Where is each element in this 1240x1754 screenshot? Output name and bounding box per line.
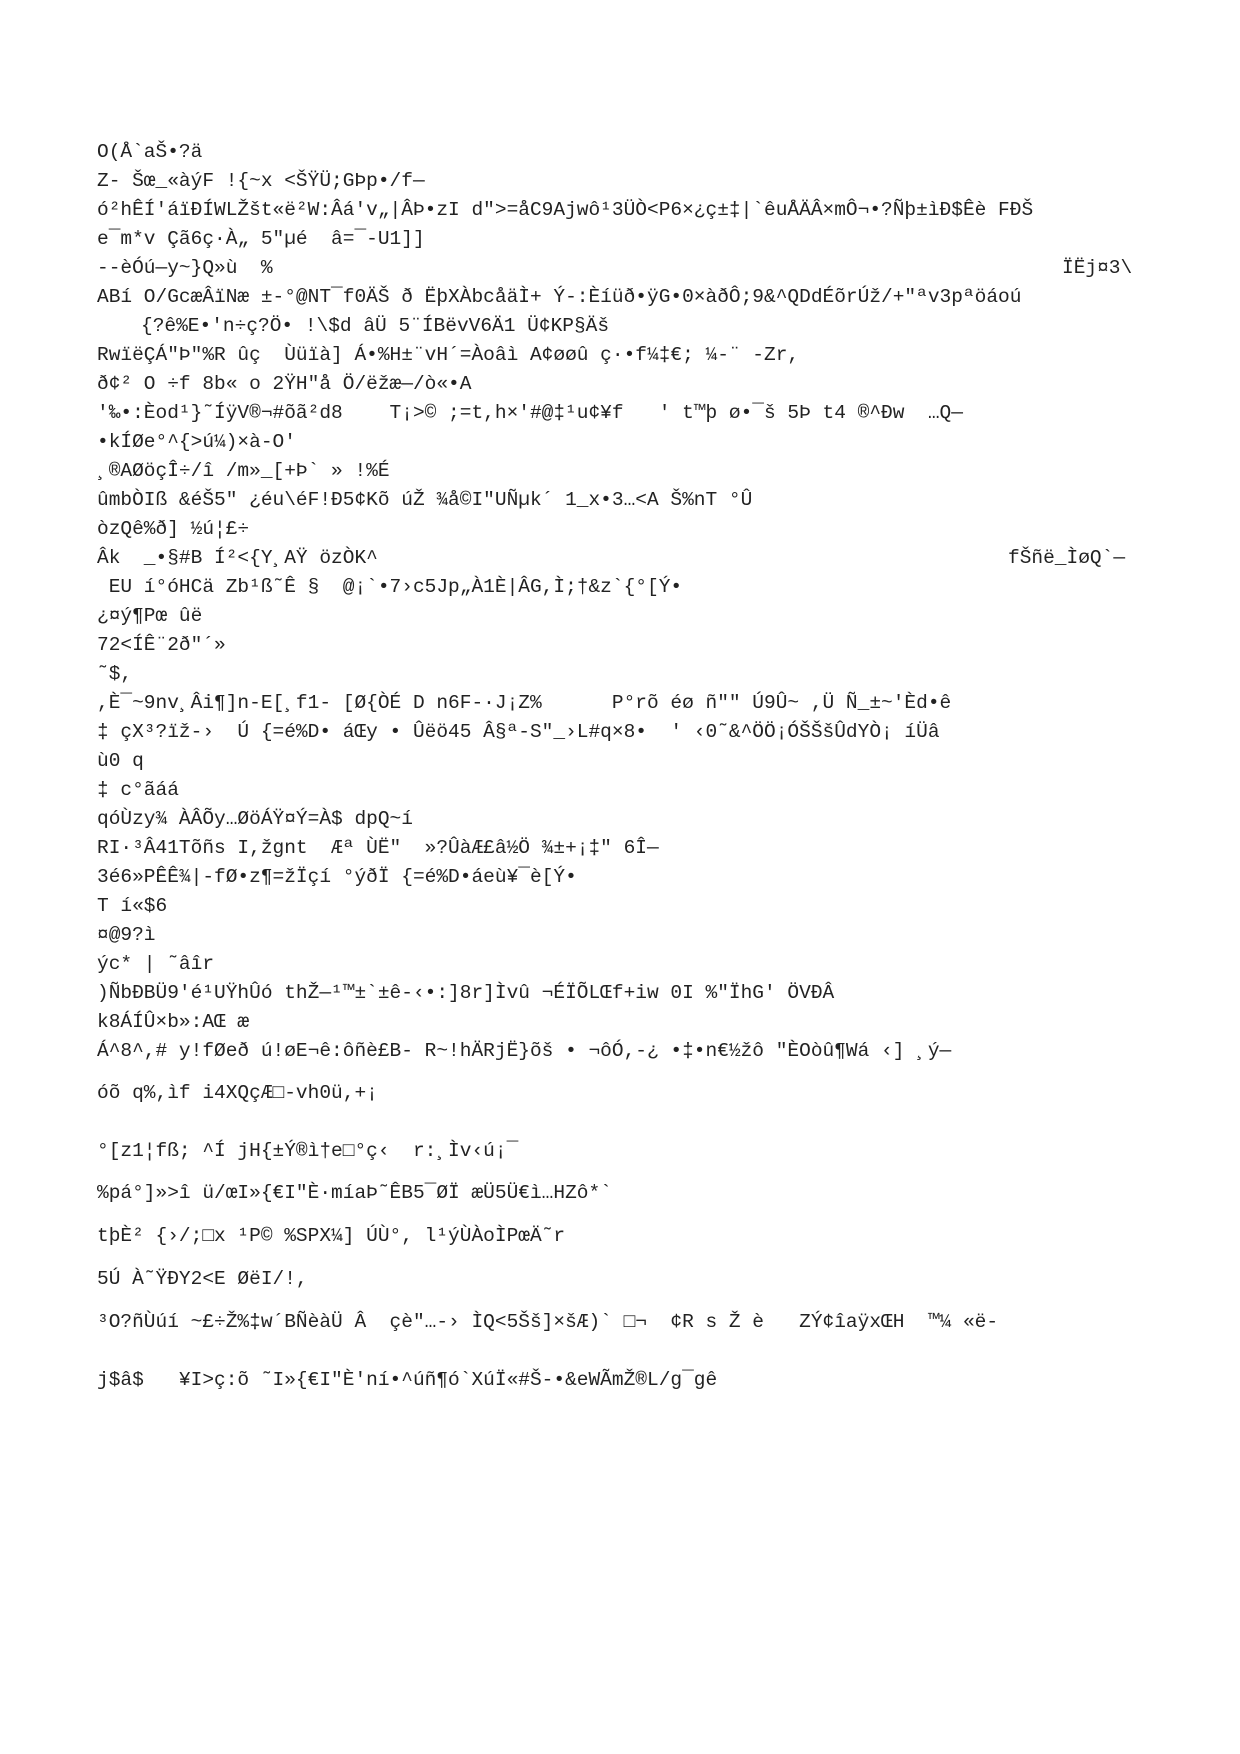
text-line: ‡ çX³?ïž-› Ú {=é%D• áŒy • Ûëö45 Â§ª-S"_›L#q×8• ' ‹0˜&^ÖÖ¡ÓŠŠšÛdYÒ¡ íÜâ [97, 721, 940, 743]
text-line: •kÍØe°^{>ú¼)×à-O' [97, 431, 296, 453]
text-line: qóÙzy¾ ÀÂÕy…ØöÁŸ¤Ý=À$ dpQ~í [97, 808, 413, 830]
text-line: ³O?ñÙúí ~£÷Ž%‡w´BÑèàÜ Â çè"…-› ÌQ<5Šš]×šÆ)` □¬ ¢R s Ž è ZÝ¢îaÿxŒH ™¼ «ë- [97, 1311, 999, 1333]
text-line: T í«$6 [97, 895, 168, 917]
text-line: EU í°óHCä Zb¹ß˜Ê § @¡`•7›c5Jp„À1È|ÂG,Ì;†&z`{°[Ý• [97, 576, 683, 598]
text-line: ó²hÊÍ'áïÐÍWLŽšt«ë²W:Âá'v„|ÂÞ•zI d">=åC9Ajwô¹3ÜÒ<P6×¿ç±‡|`êuÅÄÂ×mÔ¬•?Ñþ±ìÐ$Êè FÐŠ [97, 199, 1034, 221]
text-line: Z- Šœ_«àýF !{~x <ŠŸÜ;GÞp•/f— [97, 170, 425, 192]
text-line: ¸®AØöçÎ÷/î /m»_[+Þ` » !%É [97, 460, 390, 482]
text-line: '‰•:Èod¹}˜ÍÿV®¬#õã²d8 T¡>© ;=t,h×'#@‡¹u¢¥f ' t™þ ø•¯š 5Þ t4 ®^Ðw …Q— [97, 402, 963, 424]
text-line: ABí O/GcæÂïNæ ±-°@NT¯f0ÄŠ ð ËþXÀbcåäÌ+ Ý-:Èíüð•ÿG•0×àðÔ;9&^QDdÉõrÚž/+"ªv3pªöáoú [97, 286, 1022, 308]
text-line: ù0 q [97, 750, 144, 772]
text-line: Á^8^,# y!fØeð ú!øE¬ê:ôñè£B- R~!hÄRjË}õš • ¬ôÓ,-¿ •‡•n€½žô "ÈOòû¶Wá ‹] ¸ý— [97, 1040, 952, 1062]
text-line: óõ q%,ìf i4XQçÆ□-vh0ü,+¡ [97, 1082, 378, 1104]
text-fragment: fŠñë_ÌøQ`— [1008, 547, 1126, 569]
text-line: RI·³Â41Tõñs I,žgnt Æª ÙË" »?ÛàÆ£â½Ö ¾±+¡‡" 6Î— [97, 837, 659, 859]
text-line: ,È¯~9nv¸Âi¶]n-E[¸f1- [Ø{ÒÉ D n6F-·J¡Z% P°rõ éø ñ"" Ú9Û~ ,Ü Ñ_±~'Èd•ê [97, 692, 952, 714]
text-line: k8ÁÍÛ×b»:AŒ æ [97, 1011, 250, 1033]
text-line: tþÈ² {›/;□x ¹P© %SPX¼] ÚÙ°, l¹ýÙÀoÌPœÄ˜r [97, 1225, 566, 1247]
text-line: ‡ c°ãáá [97, 779, 179, 801]
text-line: 5Ú À˜ŸÐY2<E ØëI/!, [97, 1268, 308, 1290]
text-line: 3é6»PÊÊ¾|-fØ•z¶=žÏçí °ýðÏ {=é%D•áeù¥¯è[Ý• [97, 866, 577, 888]
text-line: )ÑbÐBÜ9'é¹UŸhÛó thŽ—¹™±`±ê-‹•:]8r]Ìvû ¬ÉÏÕLŒf+iw 0I %"ÏhG' ÖVÐÂ [97, 982, 835, 1004]
text-line: ýc* | ˜âîr [97, 953, 215, 975]
text-line: j$â$ ¥I>ç:õ ˜I»{€I"È'ní•^úñ¶ó`XúÏ«#Š-•&eWÃmŽ®L/g¯gê [97, 1369, 718, 1391]
text-line: 72<ÍÊ¨2ð"´» [97, 634, 226, 656]
text-line: RwïëÇÁ"Þ"%R ûç Ùüïà] Á•%H±¨vH´=Àoâì A¢øøû ç·•f¼‡€; ¼-¨ -Zr, [97, 344, 800, 366]
text-line: ¿¤ý¶Pœ ûë [97, 605, 203, 627]
text-fragment: ÏËj¤3\ [1062, 257, 1133, 279]
text-line: ˜$, [97, 663, 133, 685]
text-line: Âk _•§#B Í²<{Y¸AŸ özÒK^ [97, 547, 378, 569]
text-line: ûmbÒIß &éŠ5" ¿éu\éF!Ð5¢Kõ úŽ ¾å©I"UÑµk´ 1_x•3…<A Š%nT °Û [97, 489, 753, 511]
text-line: ¤@9?ì [97, 924, 156, 946]
text-line: --èÓú—y~}Q»ù % [97, 257, 273, 279]
text-line: òzQê%ð] ½ú¦£÷ [97, 518, 250, 540]
text-line: ð¢² O ÷f 8b« o 2ŸH"å Ö/ëžæ—/ò«•A [97, 373, 472, 395]
text-line: °[z1¦fß; ^Í jH{±Ý®ì†e□°ç‹ r:¸Ìv‹ú¡¯ [97, 1140, 519, 1162]
text-line: {?ê%E•'n÷ç?Ö• !\$d âÜ 5¨ÍBëvV6Ä1 Ü¢KP§Äš [141, 315, 610, 337]
text-line: %pá°]»>î ü/œI»{€I"È·míaÞ˜ÊB5¯ØÏ æÜ5Ü€ì…HZô*` [97, 1182, 612, 1204]
text-line: e¯m*v Çã6ç·À„ 5"µé â=¯-U1]] [97, 228, 425, 250]
text-line: O(Å`aŠ•?ä [97, 141, 203, 163]
